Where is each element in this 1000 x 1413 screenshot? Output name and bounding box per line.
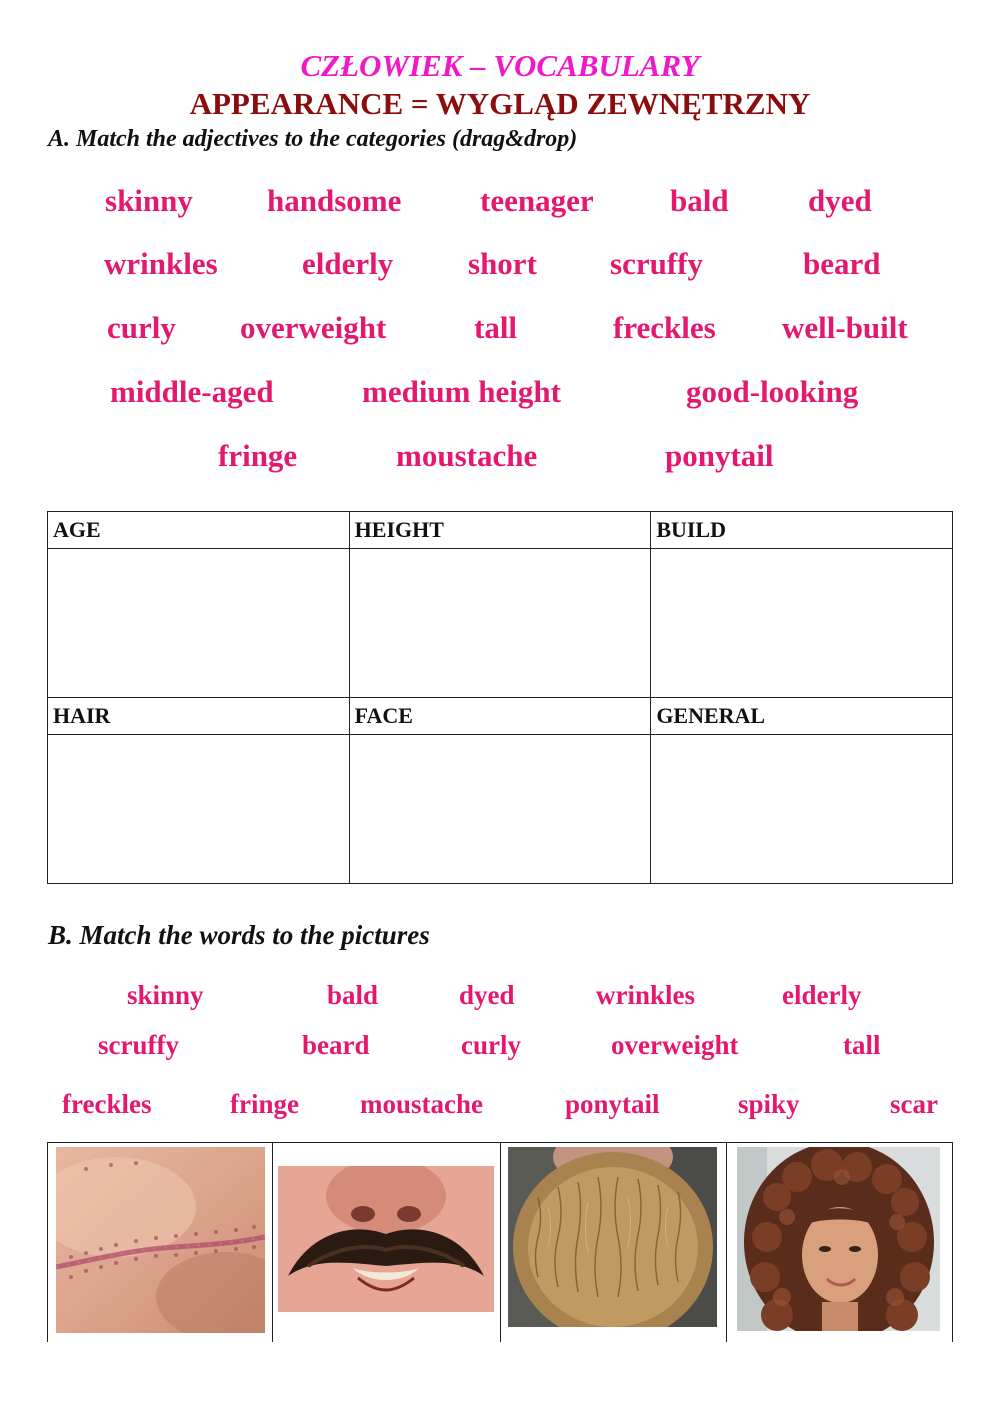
word-chip-b[interactable]: spiky: [738, 1089, 800, 1119]
category-build-header: BUILD: [651, 512, 953, 549]
drop-zone-face[interactable]: [349, 735, 651, 884]
category-age-header: AGE: [48, 512, 350, 549]
drop-zone-general[interactable]: [651, 735, 953, 884]
word-chip-a[interactable]: good-looking: [686, 374, 859, 409]
beard-photo[interactable]: [508, 1147, 717, 1327]
word-chip-b[interactable]: ponytail: [565, 1089, 660, 1119]
moustache-photo[interactable]: [278, 1166, 494, 1312]
worksheet-subtitle: APPEARANCE = WYGLĄD ZEWNĘTRZNY: [189, 86, 811, 121]
worksheet-title: CZŁOWIEK – VOCABULARY: [300, 48, 700, 83]
word-chip-b[interactable]: scar: [890, 1089, 938, 1119]
word-chip-b[interactable]: moustache: [360, 1089, 483, 1119]
word-chip-b[interactable]: skinny: [127, 980, 204, 1010]
word-chip-a[interactable]: medium height: [362, 374, 561, 409]
word-chip-a[interactable]: ponytail: [665, 438, 774, 473]
category-table: [47, 511, 953, 884]
word-chip-a[interactable]: well-built: [782, 310, 908, 345]
word-chip-b[interactable]: elderly: [782, 980, 862, 1010]
word-chip-a[interactable]: teenager: [480, 183, 594, 218]
word-chip-a[interactable]: overweight: [240, 310, 387, 345]
drop-zone-build[interactable]: [651, 549, 953, 698]
word-chip-a[interactable]: fringe: [218, 438, 298, 473]
instruction-b: B. Match the words to the pictures: [48, 920, 430, 950]
instruction-a: A. Match the adjectives to the categories (drag&drop): [48, 126, 578, 152]
word-chip-a[interactable]: tall: [474, 310, 518, 345]
word-chip-a[interactable]: bald: [670, 183, 729, 218]
word-chip-a[interactable]: freckles: [613, 310, 716, 345]
category-face-header: FACE: [349, 698, 651, 735]
drop-zone-height[interactable]: [349, 549, 651, 698]
word-chip-b[interactable]: fringe: [230, 1089, 299, 1119]
category-hair-header: HAIR: [48, 698, 350, 735]
word-chip-b[interactable]: overweight: [611, 1030, 739, 1060]
word-chip-a[interactable]: scruffy: [610, 246, 703, 281]
word-chip-b[interactable]: wrinkles: [596, 980, 696, 1010]
word-chip-b[interactable]: curly: [461, 1030, 521, 1060]
category-height-header: HEIGHT: [349, 512, 651, 549]
word-chip-b[interactable]: tall: [843, 1030, 881, 1060]
word-chip-b[interactable]: scruffy: [98, 1030, 179, 1060]
word-chip-b[interactable]: freckles: [62, 1089, 152, 1119]
curly-hair-photo[interactable]: [737, 1147, 940, 1331]
category-general-header: GENERAL: [651, 698, 953, 735]
picture-divider: [272, 1143, 273, 1342]
drop-zone-age[interactable]: [48, 549, 350, 698]
word-chip-a[interactable]: middle-aged: [110, 374, 274, 409]
word-chip-b[interactable]: dyed: [459, 980, 515, 1010]
word-chip-b[interactable]: bald: [327, 980, 379, 1010]
word-chip-a[interactable]: dyed: [808, 183, 872, 218]
word-chip-a[interactable]: elderly: [302, 246, 394, 281]
picture-divider: [726, 1143, 727, 1342]
word-chip-b[interactable]: beard: [302, 1030, 370, 1060]
word-chip-a[interactable]: beard: [803, 246, 881, 281]
picture-divider: [500, 1143, 501, 1342]
word-chip-a[interactable]: curly: [107, 310, 176, 345]
word-chip-a[interactable]: skinny: [105, 183, 193, 218]
word-chip-a[interactable]: wrinkles: [104, 246, 218, 281]
word-chip-a[interactable]: short: [468, 246, 537, 281]
word-chip-a[interactable]: handsome: [267, 183, 402, 218]
drop-zone-hair[interactable]: [48, 735, 350, 884]
scar-photo[interactable]: [56, 1147, 265, 1333]
word-chip-a[interactable]: moustache: [396, 438, 538, 473]
